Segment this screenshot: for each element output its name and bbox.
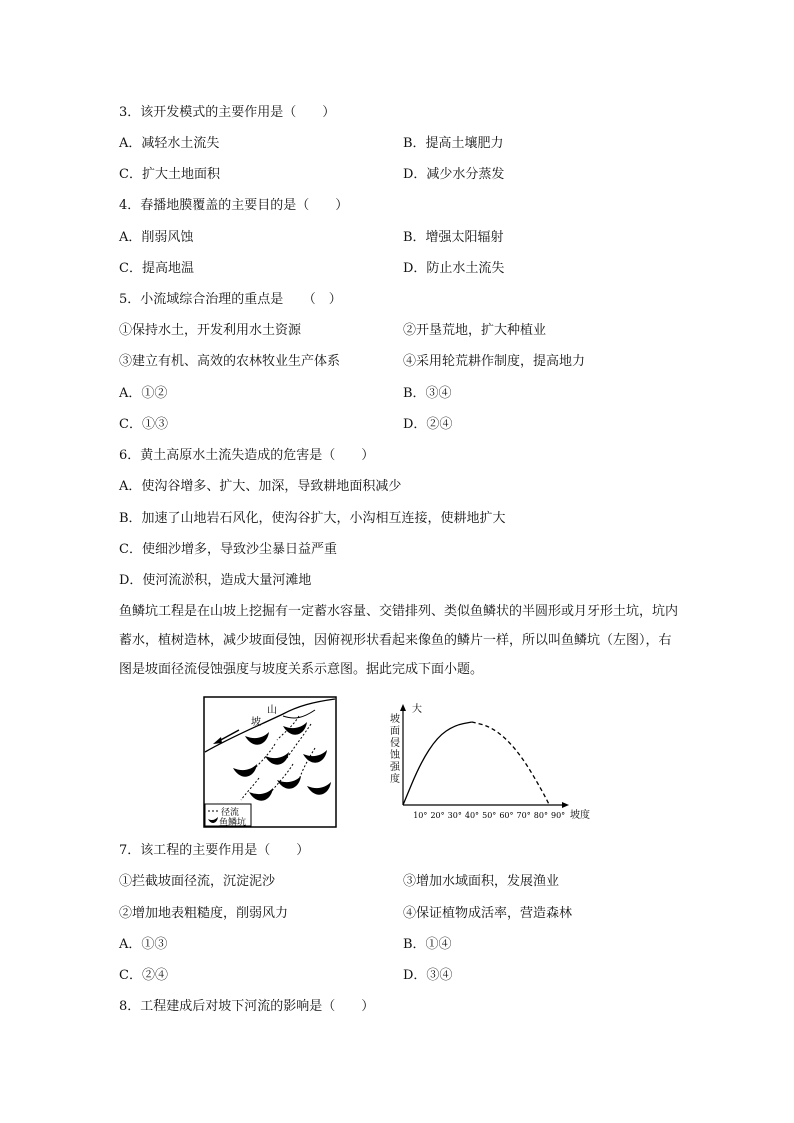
question-4-option-b: B．增强太阳辐射 (403, 230, 504, 245)
question-6-option-b: B．加速了山地岩石风化，使沟谷扩大，小沟相互连接，使耕地扩大 (119, 511, 506, 526)
question-6-stem: 6．黄土高原水土流失造成的危害是（ ） (119, 448, 375, 463)
question-3-option-a: A．减轻水土流失 (119, 136, 220, 151)
y-axis-label-char: 面 (390, 726, 400, 737)
question-4-option-a: A．削弱风蚀 (119, 230, 194, 245)
fish-scale-pit-diagram (203, 696, 337, 828)
question-5-option-d: D．②④ (403, 417, 453, 432)
x-axis-arrow-icon (562, 802, 569, 808)
question-5-option-c: C．①③ (119, 417, 168, 432)
x-tick-label: 60° (499, 811, 514, 820)
question-7-statement-3: ③增加水域面积，发展渔业 (403, 874, 560, 889)
x-tick-label: 20° (430, 811, 445, 820)
legend-runoff-label: 径流 (221, 808, 240, 818)
x-tick-label: 40° (464, 811, 480, 820)
y-axis-label-char: 侵 (390, 738, 400, 749)
curve-solid-segment (403, 722, 472, 805)
question-5-stem: 5．小流域综合治理的重点是 （ ） (119, 292, 342, 307)
label-mountain: 山 (267, 705, 277, 716)
y-axis-arrow-icon (400, 704, 406, 711)
y-axis-label-char: 蚀 (390, 750, 400, 761)
y-axis-label (390, 712, 401, 785)
question-5-statement-3: ③建立有机、高效的农林牧业生产体系 (119, 354, 341, 369)
question-4-stem: 4．春播地膜覆盖的主要目的是（ ） (119, 198, 349, 213)
x-tick-labels (413, 811, 565, 820)
question-7-statement-4: ④保证植物成活率，营造森林 (403, 906, 573, 921)
passage-text: 鱼鳞坑工程是在山坡上挖掘有一定蓄水容量、交错排列、类似鱼鳞状的半圆形或月牙形土坑，坑内蓄水，植树造林，减少坡面侵蚀，因俯视形状看起来像鱼的鳞片一样，所以叫鱼鳞坑（左图），右图是坡面径流侵蚀强度与坡度关系示意图。据此完成下面小题。 (119, 604, 679, 677)
y-axis-label-char: 强 (390, 762, 400, 773)
curve-dashed-segment (472, 722, 550, 805)
question-3-option-c: C．扩大土地面积 (119, 167, 220, 182)
x-tick-label: 10° (413, 811, 428, 820)
question-7-option-a: A．①③ (119, 937, 168, 952)
question-3-option-d: D．减少水分蒸发 (403, 167, 505, 182)
question-6-option-c: C．使细沙增多，导致沙尘暴日益严重 (119, 542, 337, 557)
x-tick-label: 70° (516, 811, 531, 820)
x-tick-label: 50° (482, 811, 497, 820)
question-5-option-a: A．①② (119, 386, 168, 401)
y-axis-label-char: 坡 (390, 714, 400, 725)
question-5-statement-2: ②开垦荒地，扩大种植业 (403, 323, 547, 338)
y-axis-top-label: 大 (412, 704, 422, 715)
label-slope: 坡 (251, 717, 261, 728)
question-5-statement-4: ④采用轮荒耕作制度，提高地力 (403, 354, 586, 369)
y-axis-label-char: 度 (390, 774, 400, 785)
legend-pit-label: 鱼鳞坑 (219, 818, 247, 828)
question-5-option-b: B．③④ (403, 386, 452, 401)
question-7-stem: 7．该工程的主要作用是（ ） (119, 843, 310, 858)
question-4-option-d: D．防止水土流失 (403, 261, 505, 276)
question-7-option-b: B．①④ (403, 937, 452, 952)
x-axis-label: 坡度 (570, 810, 590, 821)
question-6-option-a: A．使沟谷增多、扩大、加深，导致耕地面积减少 (119, 479, 402, 494)
x-tick-label: 30° (447, 811, 462, 820)
question-7-statement-1: ①拦截坡面径流，沉淀泥沙 (119, 874, 276, 889)
x-tick-label: 80° (533, 811, 548, 820)
question-3-stem: 3．该开发模式的主要作用是（ ） (119, 105, 336, 120)
question-6-option-d: D．使河流淤积，造成大量河滩地 (119, 573, 312, 588)
x-tick-label: 90° (551, 811, 566, 820)
erosion-curve (403, 722, 549, 805)
question-8-stem: 8．工程建成后对坡下河流的影响是（ ） (119, 999, 375, 1014)
erosion-slope-chart (370, 700, 600, 828)
question-5-statement-1: ①保持水土，开发利用水土资源 (119, 323, 302, 338)
question-3-option-b: B．提高土壤肥力 (403, 136, 504, 151)
question-7-statement-2: ②增加地表粗糙度，削弱风力 (119, 906, 289, 921)
question-7-option-c: C．②④ (119, 968, 168, 983)
question-4-option-c: C．提高地温 (119, 261, 194, 276)
question-7-option-d: D．③④ (403, 968, 453, 983)
